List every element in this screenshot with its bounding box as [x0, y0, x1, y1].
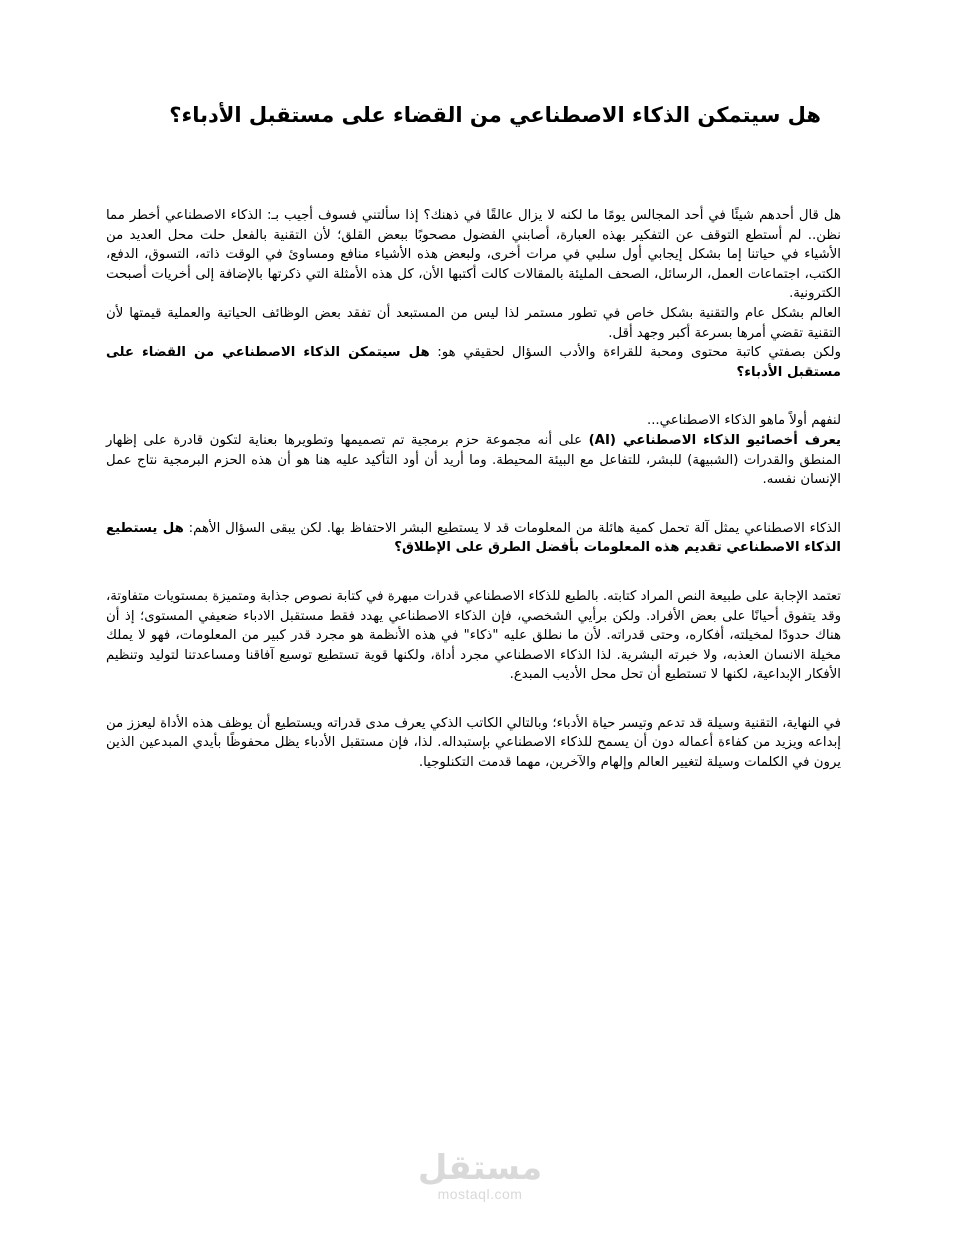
paragraph-intro	[106, 206, 841, 304]
information-text: الذكاء الاصطناعي يمثل آلة تحمل كمية هائلة من المعلومات قد لا يستطيع البشر الاحتفاظ بها. لكن يبقى السؤال الأهم:	[183, 520, 841, 536]
paragraph-gap	[106, 382, 841, 411]
paragraph-information	[106, 519, 841, 558]
watermark-arabic-logo: مستقل	[417, 1148, 543, 1188]
paragraph-conclusion	[106, 714, 841, 773]
paragraph-question	[106, 343, 841, 382]
ai-abbreviation: (AI)	[588, 432, 616, 448]
definition-intro-text: لنفهم أولاً ماهو الذكاء الاصطناعي...	[646, 413, 841, 429]
paragraph-intro-text: هل قال أحدهم شيئًا في أحد المجالس يومًا ما لكنه لا يزال عالقًا في ذهنك؟ إذا سألتني فسوف أجيب بـ: الذكاء الاصطناعي أخطر مما نظن.. لم أستطع التوقف عن التفكير بهذه العبارة، أصابني الفضول مصحوبًا ببعض القلق؛ لأن التقنية بالفعل حلت محل العديد من الأشياء في حياتنا إما بشكل إيجابي أول سلبي في مرات أخرى، ولبعض هذه الأشياء منافع ومساوئ في الوقت ذاته، التسوق، الدفع، الكتب، اجتماعات العمل، الرسائل، الصحف المليئة بالمقالات كالت أكتبها الأن، كل هذه الأمثلة التي ذكرتها بالإضافة إلى أخريات أصبحت الكترونية.	[106, 208, 841, 302]
paragraph-answer	[106, 587, 841, 685]
conclusion-text: في النهاية، التقنية وسيلة قد تدعم وتيسر حياة الأدباء؛ وبالتالي الكاتب الذكي يعرف مدى قدراته ويستطيع أن يوظف هذه الأداة ليعزز من إبداعه ويزيد من كفاءة أعماله دون أن يسمح للذكاء الاصطناعي بإستبداله. لذا، فإن مستقبل الأدباء يظل محفوظًا بأيدي المبدعين الذين يرون في الكلمات وسيلة لتغيير العالم وإلهام والآخرين، مهما قدمت التكنلوجيا.	[106, 715, 841, 771]
paragraph-evolution	[106, 304, 841, 343]
paragraph-definition-intro	[106, 411, 841, 431]
paragraph-evolution-text: العالم بشكل عام والتقنية بشكل خاص في تطور مستمر لذا ليس من المستبعد أن تفقد بعض الوظائف الحياتية والعملية قيمتها لأن التقنية تقضي أمرها بسرعة أكبر وجهد أقل.	[106, 305, 841, 341]
answer-text: تعتمد الإجابة على طبيعة النص المراد كتابته. بالطبع للذكاء الاصطناعي قدرات مبهرة في كتابة نصوص جذابة ومتميزة بمستويات متفاوتة، وقد يتفوق أحيانًا على بعض الأفراد. ولكن برأيي الشخصي، فإن الذكاء الاصطناعي يهدد فقط مستقبل الادباء ضعيفي المستوى؛ إذ أن هناك حدودًا لمخيلته، أفكاره، وحتى قدراته. لأن ما نطلق عليه "ذكاء" في هذه الأنظمة هو مجرد قدر كبير من المعلومات، فهو لا يملك مخيلة الانسان العذبه، ولا خبرته البشرية. لذا الذكاء الاصطناعي مجرد أداة، ولكنها قوية تستطيع توسيع آفاقنا ومساعدتنا لتوليد وتنظيم الأفكار الإبداعية، لكنها لا تستطيع أن تحل محل الأديب المبدع.	[106, 588, 841, 683]
document-title: هل سيتمكن الذكاء الاصطناعي من القضاء على مستقبل الأدباء؟	[169, 103, 821, 127]
paragraph-gap	[106, 558, 841, 587]
document-body	[106, 206, 841, 773]
definition-text: على أنه مجموعة حزم برمجية تم تصميمها وتطويرها بعناية لتكون قادرة على إظهار المنطق والقدرات (الشبيهة) للبشر، للتفاعل مع البيئة المحيطة. وما أريد أن أود التأكيد عليه هنا هو أن هذه الحزم البرمجية نتاج عمل الإنسان نفسه.	[106, 432, 841, 488]
definition-bold-lead: يعرف أخصائيو الذكاء الاصطناعي	[615, 432, 841, 448]
paragraph-definition	[106, 431, 841, 490]
information-question-bold: هل يستطيع الذكاء الاصطناعي تقديم هذه المعلومات بأفضل الطرق على الإطلاق؟	[106, 520, 841, 556]
paragraph-gap	[106, 490, 841, 519]
key-question-bold: هل سيتمكن الذكاء الاصطناعي من القضاء على مستقبل الأدباء؟	[106, 345, 841, 380]
paragraph-gap	[106, 685, 841, 714]
watermark-domain: mostaql.com	[437, 1186, 523, 1202]
mostaql-watermark	[416, 1150, 544, 1208]
paragraph-question-text: ولكن بصفتي كاتبة محتوى ومحبة للقراءة والأدب السؤال لحقيقي هو:	[429, 345, 841, 361]
